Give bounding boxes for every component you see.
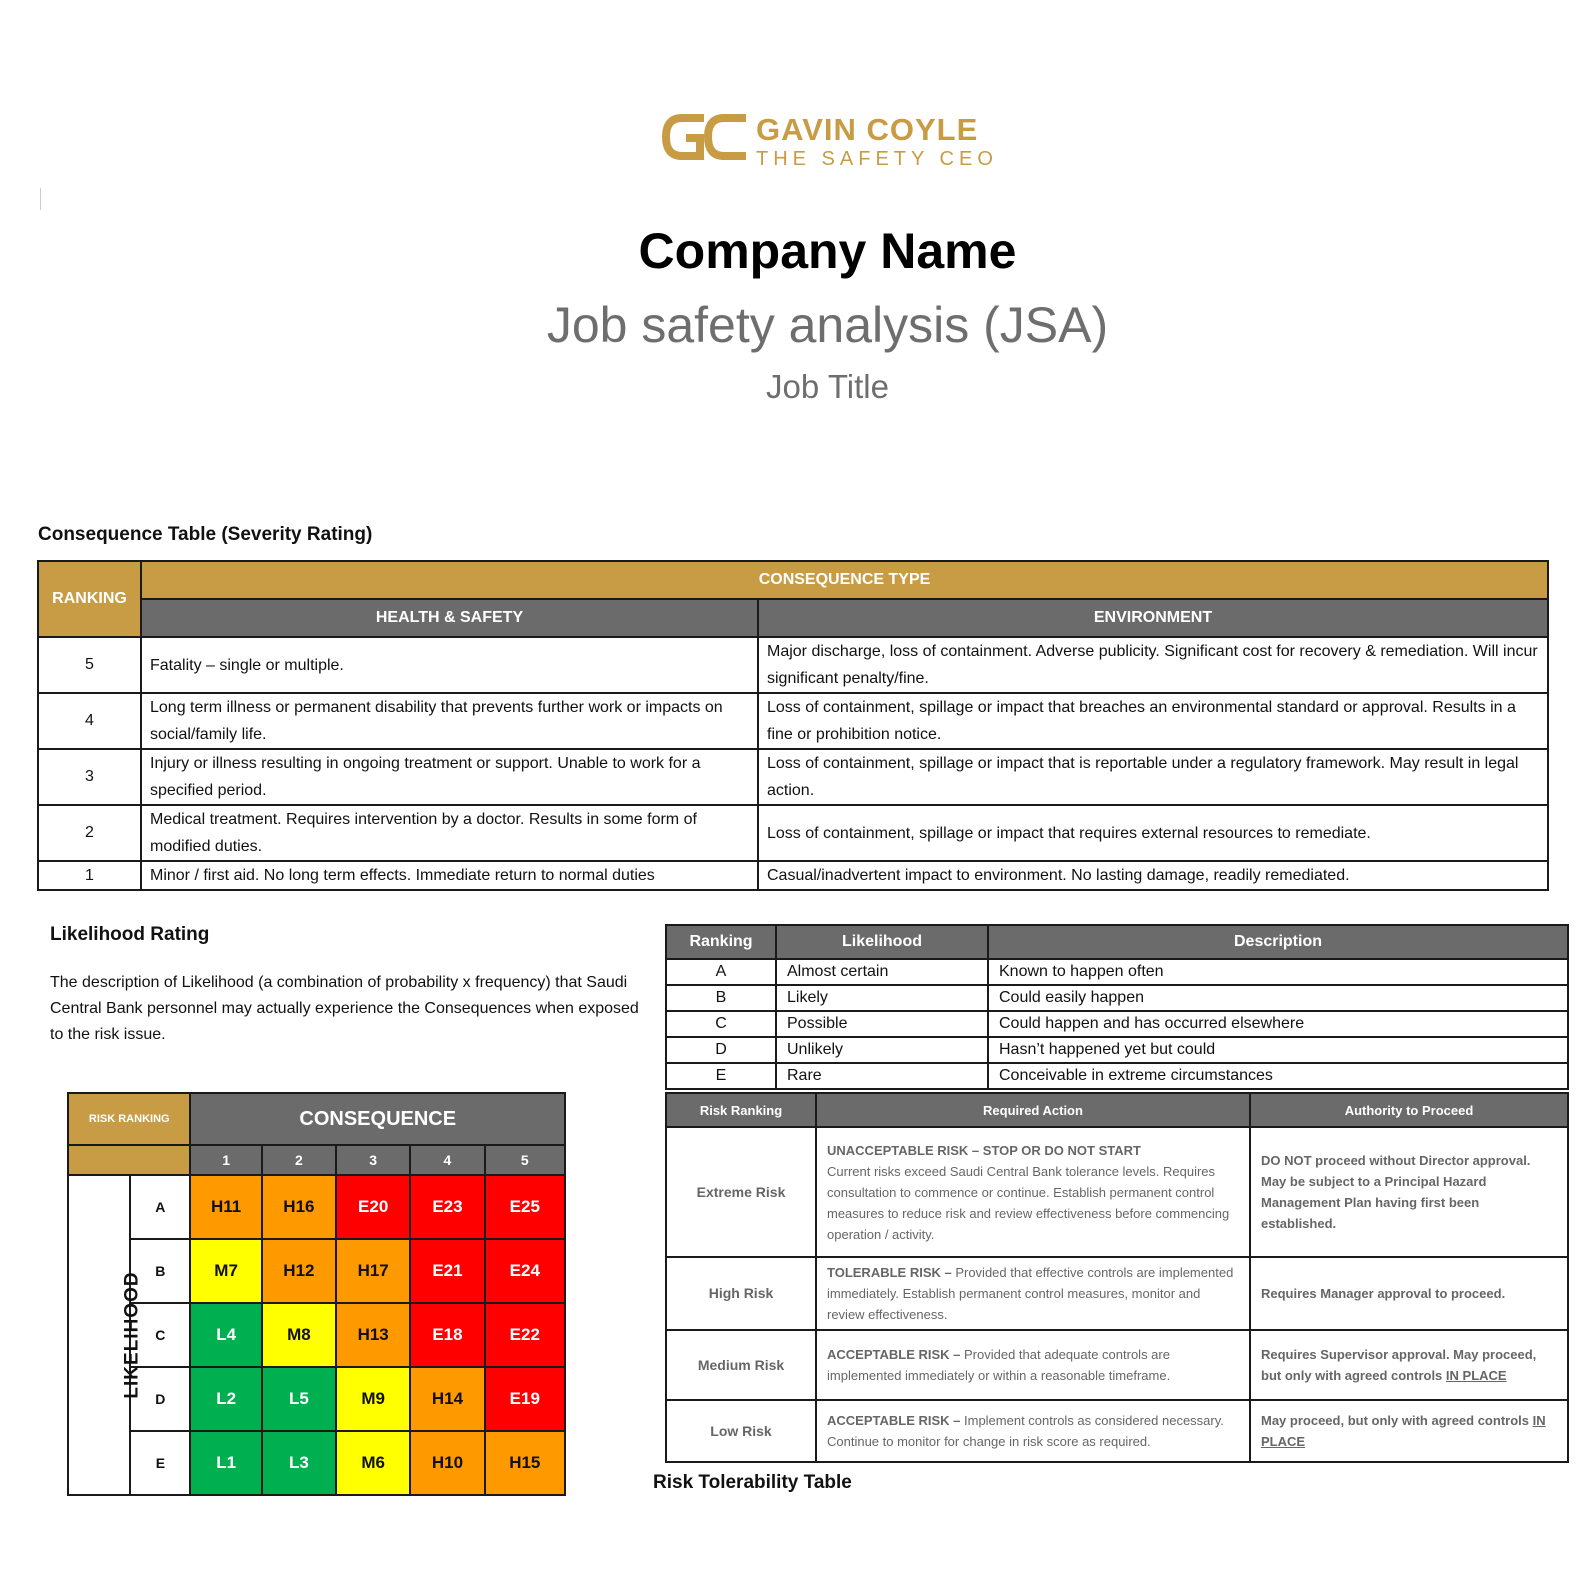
description-cell: Could happen and has occurred elsewhere [988,1011,1568,1037]
likelihood-ranking-header: Ranking [666,925,776,959]
rank-cell: 3 [38,749,141,805]
document-title: Job safety analysis (JSA) [546,297,1109,353]
risk-cell: E25 [485,1175,565,1239]
logo-name: GAVIN COYLE [756,112,979,147]
action-lead: UNACCEPTABLE RISK – STOP OR DO NOT START [827,1142,1141,1158]
action-text: Current risks exceed Saudi Central Bank tolerance levels. Requires consultation to commence or continue. Establish permanent control measures to reduce risk and review effectiveness before commencing operation / activity. [827,1163,1230,1242]
consequence-axis-label: CONSEQUENCE [190,1093,565,1145]
risk-cell: E18 [410,1303,484,1367]
likelihood-cell: Rare [776,1063,988,1089]
consequence-column-header: 4 [410,1145,484,1175]
description-cell: Conceivable in extreme circumstances [988,1063,1568,1089]
description-cell: Could easily happen [988,985,1568,1011]
risk-cell: L4 [190,1303,261,1367]
environment-cell: Loss of containment, spillage or impact that is reportable under a regulatory framework. May result in legal action. [758,749,1548,805]
rank-cell: D [666,1037,776,1063]
likelihood-row-label: E [130,1431,190,1495]
job-title: Job Title [766,368,889,405]
risk-cell: M8 [262,1303,336,1367]
risk-cell: L3 [262,1431,336,1495]
required-action-cell [816,1127,1250,1257]
likelihood-axis-label: LIKELIHOOD [68,1175,130,1495]
action-text: Provided that adequate controls are implemented immediately or within a reasonable timeframe. [827,1347,1171,1383]
risk-tolerability-table [665,1092,1569,1463]
risk-cell: H17 [336,1239,410,1303]
authority-cell [1250,1330,1568,1400]
risk-ranking-header: Risk Ranking [666,1093,816,1127]
action-lead: ACCEPTABLE RISK – [827,1347,961,1362]
rank-cell: 1 [38,861,141,890]
risk-cell: M7 [190,1239,261,1303]
table-row [666,1127,1568,1257]
health-cell: Fatality – single or multiple. [141,637,758,693]
table-row [666,959,1568,985]
table-row [666,1400,1568,1462]
risk-cell: H14 [410,1367,484,1431]
table-row [666,1063,1568,1089]
risk-cell: H13 [336,1303,410,1367]
likelihood-table [665,924,1569,1090]
table-row [38,805,1548,861]
authority-text: May proceed, but only with agreed controls [1261,1413,1533,1428]
authority-text: Requires Manager approval to proceed. [1261,1286,1506,1301]
risk-cell: M9 [336,1367,410,1431]
table-row [666,1330,1568,1400]
risk-level-cell: Extreme Risk [666,1127,816,1257]
rank-cell: C [666,1011,776,1037]
consequence-table-title: Consequence Table (Severity Rating) [38,524,373,545]
matrix-row [68,1175,565,1239]
action-text: Implement controls as considered necessary. Continue to monitor for change in risk score as required. [827,1413,1224,1449]
risk-cell: L5 [262,1367,336,1431]
likelihood-header: Likelihood [776,925,988,959]
likelihood-row-label: D [130,1367,190,1431]
table-row [666,985,1568,1011]
environment-header: ENVIRONMENT [758,599,1548,637]
table-row [38,693,1548,749]
rank-cell: 2 [38,805,141,861]
likelihood-row-label: A [130,1175,190,1239]
risk-level-cell: Medium Risk [666,1330,816,1400]
authority-cell [1250,1257,1568,1330]
health-cell: Injury or illness resulting in ongoing treatment or support. Unable to work for a specified period. [141,749,758,805]
consequence-table [37,560,1549,891]
consequence-column-header: 5 [485,1145,565,1175]
table-row [38,749,1548,805]
authority-cell [1250,1400,1568,1462]
authority-emphasis: IN PLACE [1445,1368,1507,1383]
action-text: Provided that effective controls are implemented immediately. Establish permanent control measures, monitor and review effectiveness. [827,1265,1234,1322]
health-cell: Long term illness or permanent disability that prevents further work or impacts on social/family life. [141,693,758,749]
likelihood-row-label: C [130,1303,190,1367]
action-lead: ACCEPTABLE RISK – [827,1413,961,1428]
rank-cell: 5 [38,637,141,693]
risk-cell: H16 [262,1175,336,1239]
risk-cell: E20 [336,1175,410,1239]
authority-text: Requires Supervisor approval. May proceed, but only with agreed controls [1261,1347,1537,1383]
risk-cell: E19 [485,1367,565,1431]
risk-cell: L2 [190,1367,261,1431]
risk-level-cell: High Risk [666,1257,816,1330]
consequence-type-header: CONSEQUENCE TYPE [141,561,1548,599]
table-row [666,1037,1568,1063]
table-row [666,1257,1568,1330]
authority-emphasis: IN PLACE [1261,1413,1546,1449]
table-row [38,637,1548,693]
risk-level-cell: Low Risk [666,1400,816,1462]
likelihood-cell: Unlikely [776,1037,988,1063]
matrix-corner [68,1145,190,1175]
risk-cell: H10 [410,1431,484,1495]
margin-mark [40,188,41,210]
required-action-cell [816,1400,1250,1462]
environment-cell: Casual/inadvertent impact to environment. No lasting damage, readily remediated. [758,861,1548,890]
risk-tolerability-title: Risk Tolerability Table [653,1472,852,1493]
likelihood-description-header: Description [988,925,1568,959]
description-cell: Known to happen often [988,959,1568,985]
risk-cell: L1 [190,1431,261,1495]
health-cell: Medical treatment. Requires intervention by a doctor. Results in some form of modified duties. [141,805,758,861]
risk-cell: H15 [485,1431,565,1495]
consequence-column-header: 1 [190,1145,261,1175]
table-row [38,861,1548,890]
likelihood-rating-title: Likelihood Rating [50,924,210,945]
environment-cell: Loss of containment, spillage or impact that requires external resources to remediate. [758,805,1548,861]
table-row [666,1011,1568,1037]
rank-cell: E [666,1063,776,1089]
environment-cell: Major discharge, loss of containment. Adverse publicity. Significant cost for recovery & remediation. Will incur significant penalty/fine. [758,637,1548,693]
authority-cell [1250,1127,1568,1257]
required-action-cell [816,1257,1250,1330]
risk-cell: E23 [410,1175,484,1239]
company-logo [660,108,998,170]
risk-cell: E21 [410,1239,484,1303]
required-action-header: Required Action [816,1093,1250,1127]
likelihood-description: The description of Likelihood (a combination of probability x frequency) that Saudi Central Bank personnel may actually experience the Consequences when exposed to the risk issue. [50,974,639,1043]
rank-cell: 4 [38,693,141,749]
authority-header: Authority to Proceed [1250,1093,1568,1127]
consequence-column-header: 3 [336,1145,410,1175]
rank-cell: B [666,985,776,1011]
description-cell: Hasn’t happened yet but could [988,1037,1568,1063]
ranking-header: RANKING [38,561,141,637]
gc-logo-icon [660,110,750,164]
required-action-cell [816,1330,1250,1400]
risk-matrix [67,1092,566,1496]
likelihood-row-label: B [130,1239,190,1303]
health-safety-header: HEALTH & SAFETY [141,599,758,637]
company-name: Company Name [638,223,1017,279]
risk-cell: E22 [485,1303,565,1367]
logo-tagline: THE SAFETY CEO [756,148,998,170]
authority-text: DO NOT proceed without Director approval. May be subject to a Principal Hazard Management Plan having first been established. [1261,1153,1531,1231]
matrix-row [68,1431,565,1495]
consequence-column-header: 2 [262,1145,336,1175]
likelihood-cell: Likely [776,985,988,1011]
environment-cell: Loss of containment, spillage or impact that breaches an environmental standard or approval. Results in a fine or prohibition notice. [758,693,1548,749]
risk-cell: H12 [262,1239,336,1303]
likelihood-cell: Possible [776,1011,988,1037]
risk-cell: H11 [190,1175,261,1239]
risk-ranking-label: RISK RANKING [68,1093,190,1145]
rank-cell: A [666,959,776,985]
risk-cell: M6 [336,1431,410,1495]
health-cell: Minor / first aid. No long term effects. Immediate return to normal duties [141,861,758,890]
action-lead: TOLERABLE RISK – [827,1265,952,1280]
likelihood-cell: Almost certain [776,959,988,985]
risk-cell: E24 [485,1239,565,1303]
